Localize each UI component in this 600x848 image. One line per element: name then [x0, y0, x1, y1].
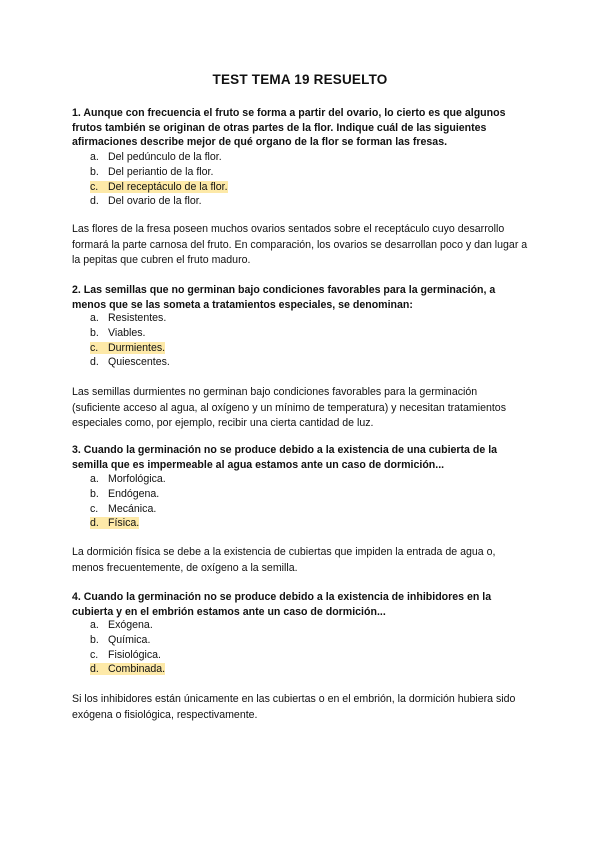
question-2-text: 2. Las semillas que no germinan bajo condiciones favorables para la germinación, a menos que se las someta a tratamientos especiales, se denominan: [72, 284, 496, 311]
option-2b [90, 326, 170, 341]
option-letter: a. [90, 151, 99, 163]
question-3-text: 3. Cuando la germinación no se produce debido a la existencia de una cubierta de la semilla que es impermeable al agua estamos ante un caso de dormición... [72, 444, 498, 471]
option-3b [90, 487, 166, 502]
option-text: Quiescentes. [108, 356, 170, 369]
option-4a [90, 618, 165, 633]
question-4-explanation: Si los inhibidores están únicamente en las cubiertas o en el embrión, la dormición hubiera sido exógena o fisiológica, respectivamente. [72, 693, 516, 721]
option-letter: c. [90, 502, 99, 515]
option-text: Del pedúnculo de la flor. [108, 151, 222, 163]
option-letter: a. [90, 312, 99, 324]
question-1-text: 1. Aunque con frecuencia el fruto se forma a partir del ovario, lo cierto es que algunos frutos también se originan de otras partes de la flor. Indique cuál de las siguientes afirmaciones describe mejor de qué organo de la flor se forman las fresas. [72, 107, 506, 149]
option-text: Resistentes. [108, 312, 167, 324]
question-1-explanation: Las flores de la fresa poseen muchos ovarios sentados sobre el receptáculo cuyo desarrollo formará la parte carnosa del fruto. En comparación, los ovarios se desarrollan poco y dan lugar a la pepitas que cubren el fruto maduro. [72, 223, 528, 266]
option-1b [90, 165, 228, 180]
option-letter: d. [90, 356, 99, 369]
option-text: Del receptáculo de la flor. [108, 180, 228, 193]
option-letter: c. [90, 648, 99, 661]
option-2d [90, 355, 170, 370]
option-1c-correct [90, 180, 228, 195]
question-3-options [90, 472, 166, 531]
option-text: Morfológica. [108, 473, 166, 485]
question-1-options [90, 150, 228, 209]
option-1a [90, 150, 228, 165]
option-letter: b. [90, 487, 99, 500]
question-2-explanation: Las semillas durmientes no germinan bajo condiciones favorables para la germinación (suficiente acceso al agua, al oxígeno y un mínimo de temperatura) y necesitan tratamientos especiales como, por ejemplo, recibir una cierta cantidad de luz. [72, 386, 506, 429]
question-4-options [90, 618, 165, 677]
option-4c [90, 648, 165, 663]
option-text: Fisiológica. [108, 648, 161, 661]
option-1d [90, 194, 228, 209]
option-3a [90, 472, 166, 487]
option-letter: c. [90, 180, 99, 193]
question-3-explanation: La dormición física se debe a la existencia de cubiertas que impiden la entrada de agua o, menos frecuentemente, de oxígeno a la semilla. [72, 546, 496, 574]
question-2-options [90, 311, 170, 370]
option-2a [90, 311, 170, 326]
question-4-text: 4. Cuando la germinación no se produce debido a la existencia de inhibidores en la cubierta y en el embrión estamos ante un caso de dormición... [72, 591, 492, 618]
option-text: Durmientes. [108, 341, 166, 354]
option-4b [90, 633, 165, 648]
option-letter: b. [90, 165, 99, 178]
option-3d-correct [90, 516, 166, 531]
option-text: Del periantio de la flor. [108, 165, 214, 178]
option-letter: d. [90, 663, 99, 676]
option-letter: d. [90, 517, 99, 530]
option-letter: b. [90, 326, 99, 339]
option-text: Física. [108, 517, 140, 530]
option-2c-correct [90, 341, 170, 356]
option-3c [90, 502, 166, 517]
option-letter: a. [90, 473, 99, 485]
option-text: Exógena. [108, 619, 153, 631]
option-text: Combinada. [108, 663, 166, 676]
option-text: Endógena. [108, 487, 160, 500]
page-title: TEST TEMA 19 RESUELTO [212, 72, 388, 87]
option-text: Mecánica. [108, 502, 157, 515]
option-letter: b. [90, 633, 99, 646]
option-4d-correct [90, 662, 165, 677]
option-text: Química. [108, 633, 151, 646]
option-text: Viables. [108, 326, 146, 339]
option-letter: c. [90, 341, 99, 354]
option-letter: a. [90, 619, 99, 631]
option-letter: d. [90, 195, 99, 208]
option-text: Del ovario de la flor. [108, 195, 202, 208]
